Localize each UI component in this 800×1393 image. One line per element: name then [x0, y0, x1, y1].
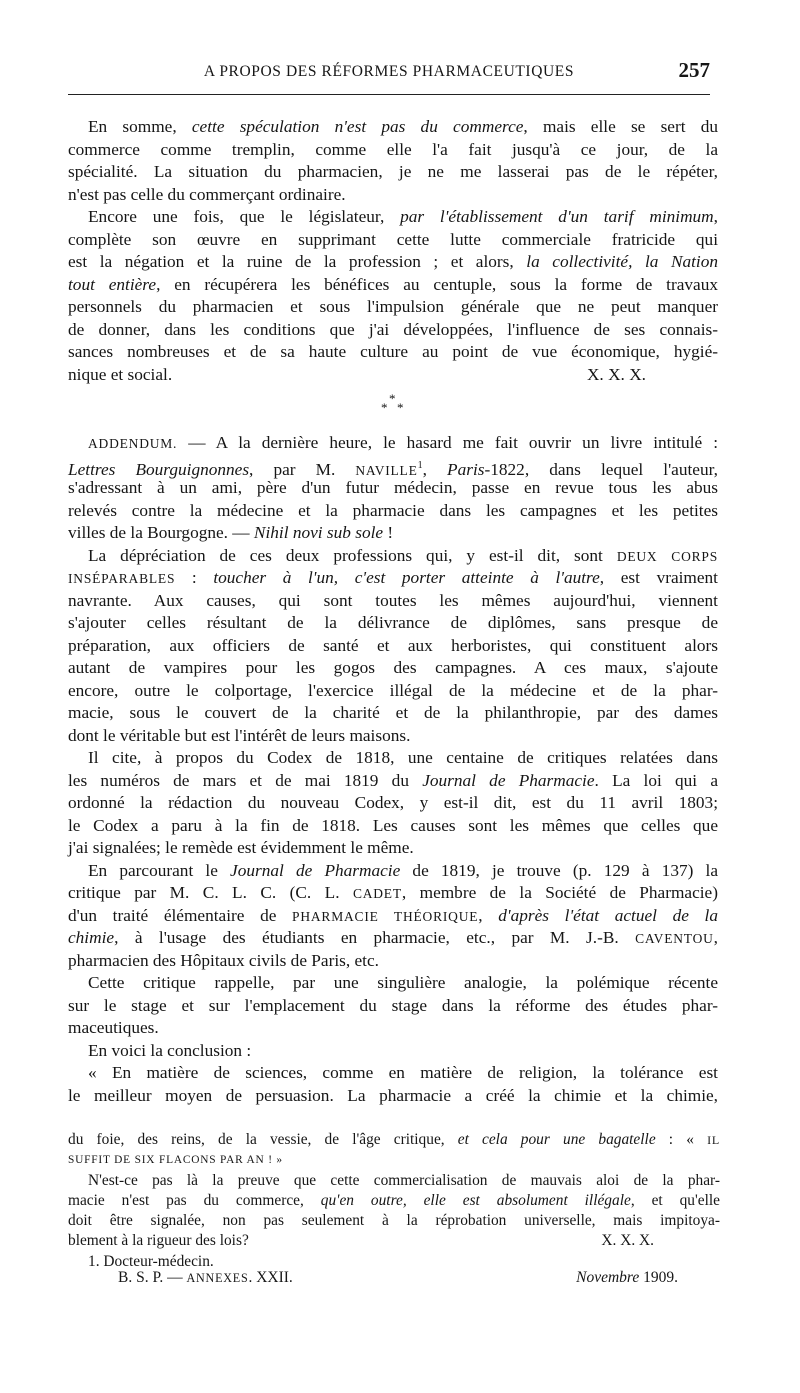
- text-line: En voici la conclusion :: [88, 1040, 252, 1060]
- text-line: Encore une fois, que le législateur, par l'établissement d'un tarif minimum,: [88, 207, 718, 226]
- note-line: SUFFIT DE SIX FLACONS PAR AN ! »: [68, 1154, 283, 1167]
- text-line: personnels du pharmacien et sous l'impulsion générale que ne peut manquer: [68, 297, 718, 316]
- header-rule: [68, 94, 710, 95]
- text-line: le meilleur moyen de persuasion. La pharmacie a créé la chimie et la chimie,: [68, 1085, 718, 1105]
- text-line: préparation, aux officiers de santé et aux herboristes, qui constituent alors: [68, 635, 718, 655]
- text-line: d'un traité élémentaire de PHARMACIE THÉORIQUE, d'après l'état actuel de la: [68, 905, 718, 925]
- note-line: doit être signalée, non pas seulement à la réprobation universelle, mais impitoya-: [68, 1212, 720, 1230]
- text-line: est la négation et la ruine de la profession ; et alors, la collectivité, la Nation: [68, 252, 719, 271]
- text-line: nique et social. X. X. X.: [68, 364, 718, 387]
- page-number: 257: [678, 58, 710, 82]
- footnotes: [68, 1130, 720, 1272]
- text-line: autant de vampires pour les gogos des campagnes. A ces maux, s'ajoute: [68, 658, 718, 677]
- text-line: « En matière de sciences, comme en matière de religion, la tolérance est: [88, 1063, 718, 1082]
- text-line: pharmacien des Hôpitaux civils de Paris, etc.: [68, 950, 379, 970]
- text-line: navrante. Aux causes, qui sont toutes les mêmes aujourd'hui, viennent: [68, 590, 718, 610]
- text-line: En parcourant le Journal de Pharmacie de 1819, je trouve (p. 129 à 137) la: [88, 860, 718, 880]
- text-line: relevés contre la médecine et la pharmacie dans les campagnes et les petites: [68, 500, 718, 520]
- text-line: le Codex a paru à la fin de 1818. Les causes sont les mêmes que celles que: [68, 815, 718, 835]
- main-text: [68, 116, 718, 1107]
- running-header: [68, 58, 710, 88]
- text-line: chimie, à l'usage des étudiants en pharmacie, etc., par M. J.-B. CAVENTOU,: [68, 928, 718, 947]
- text-line: spécialité. La situation du pharmacien, je ne me lasserai pas de le répéter,: [68, 162, 718, 181]
- star-icon: *: [389, 391, 396, 406]
- paragraph-4: [68, 545, 718, 748]
- note-line: macie n'est pas du commerce, qu'en outre, elle est absolument illégale, et qu'elle: [68, 1191, 720, 1209]
- text-line: s'adressant à un ami, père d'un futur médecin, passe en revue tous les abus: [68, 478, 718, 497]
- text-line: encore, outre le colportage, l'exercice illégal de la médecine et de la phar-: [68, 680, 718, 700]
- signature: X. X. X.: [586, 364, 646, 384]
- addendum-paragraph: [68, 432, 718, 545]
- star-icon: *: [397, 400, 404, 415]
- text-line: Il cite, à propos du Codex de 1818, une centaine de critiques relatées dans: [88, 748, 718, 767]
- text-line: Cette critique rappelle, par une singulière analogie, la polémique récente: [88, 973, 718, 992]
- note-line: du foie, des reins, de la vessie, de l'âge critique, et cela pour une bagatelle : « IL: [68, 1131, 720, 1148]
- text-line: ordonné la rédaction du nouveau Codex, y est-il dit, est du 11 avril 1803;: [68, 793, 718, 812]
- text-line: La dépréciation de ces deux professions qui, y est-il dit, sont DEUX CORPS: [88, 545, 718, 565]
- text-line: tout entière, en récupérera les bénéfices au centuple, sous la forme de travaux: [68, 274, 718, 294]
- text-line: En somme, cette spéculation n'est pas du commerce, mais elle se sert du: [88, 117, 719, 136]
- asterism-separator: [68, 386, 718, 432]
- text-line: sances nombreuses et de sa haute culture au point de vue économique, hygié-: [68, 342, 718, 361]
- text-line: dont le véritable but est l'intérêt de leurs maisons.: [68, 725, 411, 745]
- text-line: critique par M. C. L. C. (C. L. CADET, membre de la Société de Pharmacie): [68, 883, 718, 902]
- text-line: ADDENDUM. — A la dernière heure, le hasard me fait ouvrir un livre intitulé :: [88, 433, 718, 452]
- paragraph-5: [68, 747, 718, 860]
- footnote-marker: 1: [417, 459, 423, 471]
- text-line: Lettres Bourguignonnes, par M. NAVILLE$^1$, Paris-1822, dans lequel l'auteur,: [68, 459, 718, 479]
- note-line: blement à la rigueur des lois? X. X. X.: [68, 1231, 720, 1251]
- text-line: j'ai signalées; le remède est évidemment le même.: [68, 838, 414, 857]
- text-line: villes de la Bourgogne. — Nihil novi sub sole !: [68, 523, 394, 542]
- footer-source: B. S. P. — ANNEXES. XXII.: [118, 1269, 293, 1286]
- paragraph-6: [68, 860, 718, 973]
- paragraph-1: [68, 116, 718, 206]
- footer-date: Novembre 1909.: [576, 1269, 678, 1286]
- signature: X. X. X.: [601, 1232, 654, 1250]
- running-title: A PROPOS DES RÉFORMES PHARMACEUTIQUES: [203, 63, 575, 80]
- text-line: les numéros de mars et de mai 1819 du Journal de Pharmacie. La loi qui a: [68, 770, 718, 790]
- paragraph-8: [68, 1040, 718, 1063]
- text-line: commerce comme tremplin, comme elle l'a fait jusqu'à ce jour, de la: [68, 139, 718, 159]
- text-line: INSÉPARABLES : toucher à l'un, c'est porter atteinte à l'autre, est vraiment: [68, 568, 718, 587]
- page-footer: [118, 1269, 678, 1287]
- text-line: de donner, dans les conditions que j'ai développées, l'influence de ses connais-: [68, 319, 718, 339]
- paragraph-7: [68, 972, 718, 1040]
- text-line: macie, sous le couvert de la charité et de la philanthropie, par des dames: [68, 703, 718, 722]
- text-line: sur le stage et sur l'emplacement du stage dans la réforme des études phar-: [68, 995, 718, 1015]
- quotation-paragraph: [68, 1062, 718, 1107]
- text-line: complète son œuvre en supprimant cette lutte commerciale fratricide qui: [68, 229, 718, 249]
- text-line: n'est pas celle du commerçant ordinaire.: [68, 184, 346, 204]
- text-line: maceutiques.: [68, 1018, 159, 1037]
- note-line: N'est-ce pas là la preuve que cette commercialisation de mauvais aloi de la phar-: [88, 1171, 720, 1189]
- text-line: s'ajouter celles résultant de la délivrance de diplômes, sans presque de: [68, 613, 718, 632]
- star-icon: *: [381, 400, 388, 415]
- paragraph-2: [68, 206, 718, 386]
- footnote: 1. Docteur-médecin.: [88, 1252, 214, 1270]
